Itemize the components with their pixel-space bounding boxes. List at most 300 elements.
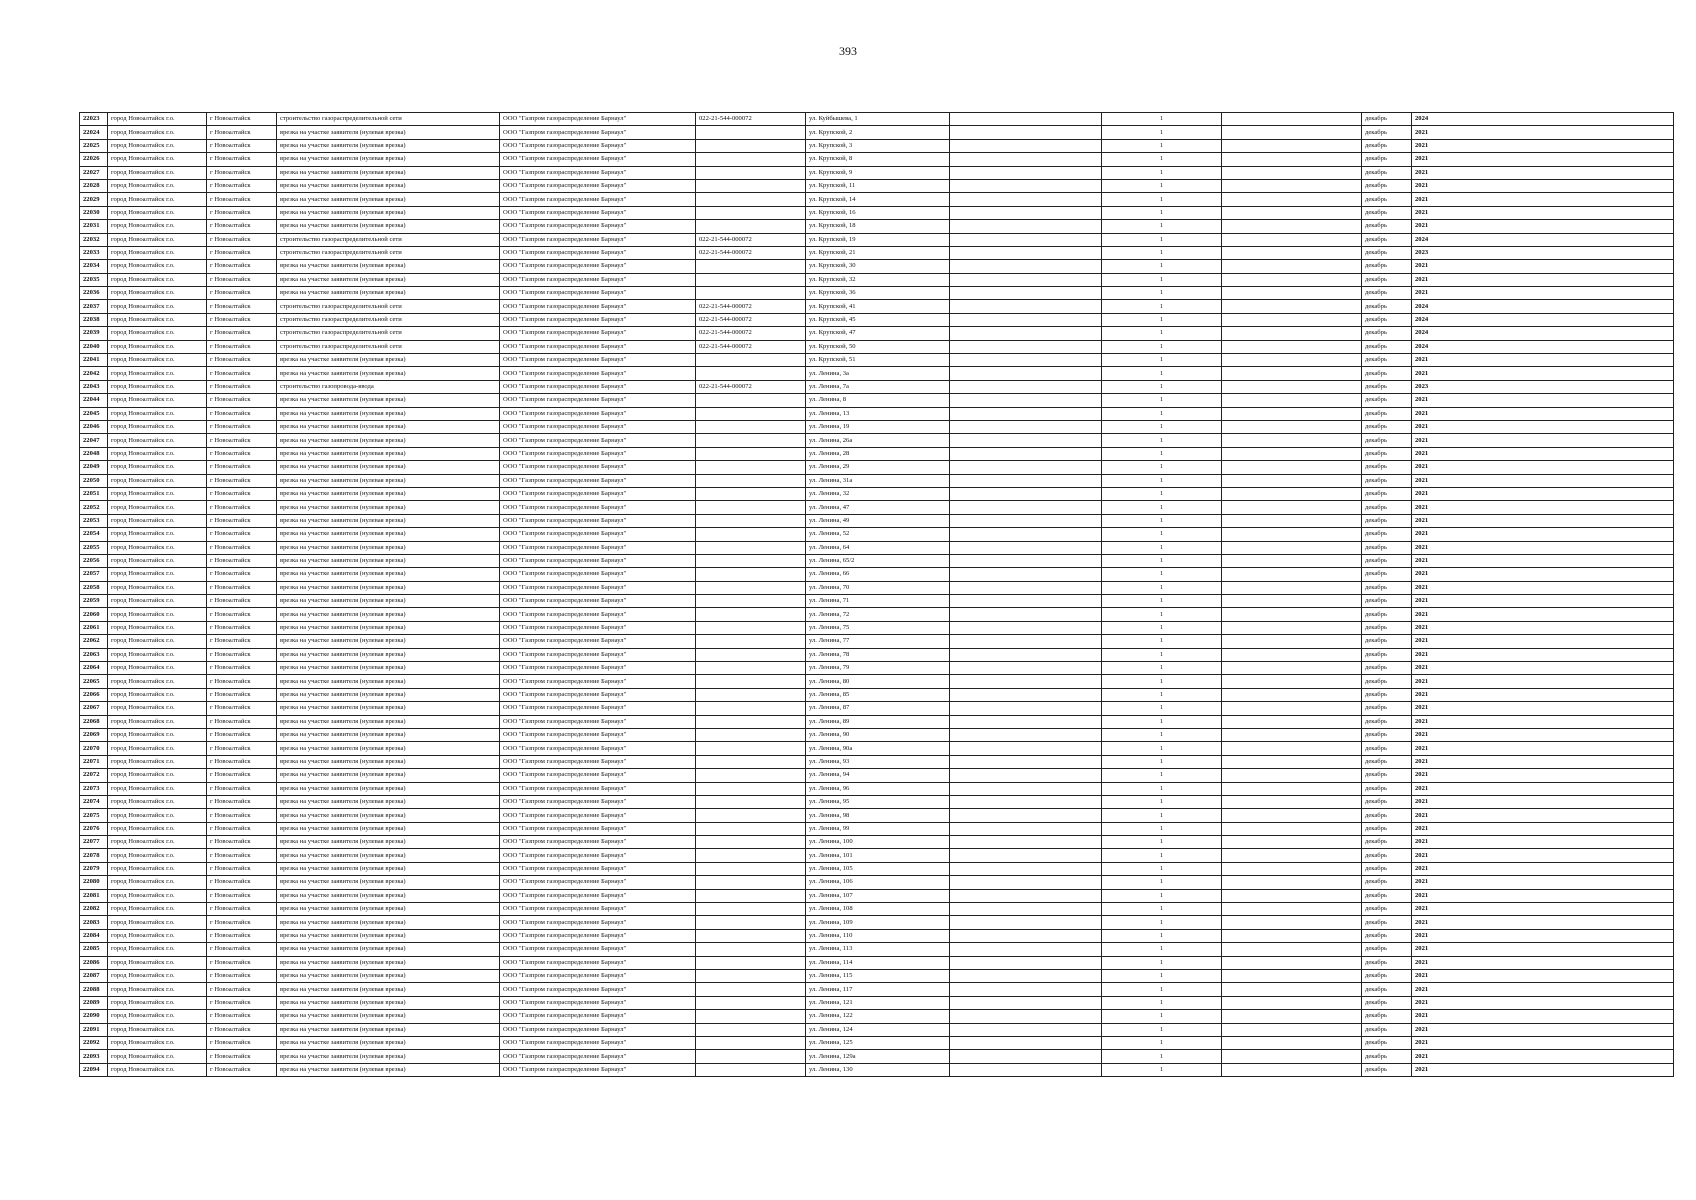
table-row <box>80 648 1674 661</box>
work-type-cell: врезка на участке заявителя (нулевая врезка) <box>277 220 500 233</box>
work-type-cell: врезка на участке заявителя (нулевая врезка) <box>277 621 500 634</box>
work-type-cell: врезка на участке заявителя (нулевая врезка) <box>277 394 500 407</box>
municipality-cell: город Новоалтайск г.о. <box>108 862 207 875</box>
address-cell: ул. Ленина, 47 <box>806 501 950 514</box>
quantity-cell: 1 <box>1102 635 1222 648</box>
municipality-cell: город Новоалтайск г.о. <box>108 367 207 380</box>
year-cell: 2021 <box>1412 541 1674 554</box>
organization-cell: ООО "Газпром газораспределение Барнаул" <box>500 862 696 875</box>
organization-cell: ООО "Газпром газораспределение Барнаул" <box>500 554 696 567</box>
organization-cell: ООО "Газпром газораспределение Барнаул" <box>500 434 696 447</box>
address-cell: ул. Ленина, 93 <box>806 755 950 768</box>
settlement-cell: г Новоалтайск <box>207 916 277 929</box>
municipality-cell: город Новоалтайск г.о. <box>108 996 207 1009</box>
blank-column-a-cell <box>950 179 1102 192</box>
municipality-cell: город Новоалтайск г.о. <box>108 1023 207 1036</box>
quantity-cell: 1 <box>1102 595 1222 608</box>
table-row <box>80 447 1674 460</box>
quantity-cell: 1 <box>1102 903 1222 916</box>
quantity-cell: 1 <box>1102 970 1222 983</box>
address-cell: ул. Крупской, 16 <box>806 206 950 219</box>
year-cell: 2021 <box>1412 849 1674 862</box>
address-cell: ул. Крупской, 47 <box>806 327 950 340</box>
table-row <box>80 528 1674 541</box>
project-code-cell: 022-21-544-000072 <box>696 313 806 326</box>
address-cell: ул. Ленина, 65/2 <box>806 554 950 567</box>
quantity-cell: 1 <box>1102 514 1222 527</box>
address-cell: ул. Ленина, 77 <box>806 635 950 648</box>
blank-column-b-cell <box>1222 903 1362 916</box>
settlement-cell: г Новоалтайск <box>207 461 277 474</box>
table-row <box>80 862 1674 875</box>
month-cell: декабрь <box>1362 313 1412 326</box>
municipality-cell: город Новоалтайск г.о. <box>108 849 207 862</box>
work-type-cell: врезка на участке заявителя (нулевая врезка) <box>277 407 500 420</box>
project-code-cell <box>696 795 806 808</box>
settlement-cell: г Новоалтайск <box>207 541 277 554</box>
year-cell: 2021 <box>1412 554 1674 567</box>
project-code-cell <box>696 876 806 889</box>
work-type-cell: врезка на участке заявителя (нулевая врезка) <box>277 1063 500 1076</box>
municipality-cell: город Новоалтайск г.о. <box>108 273 207 286</box>
month-cell: декабрь <box>1362 394 1412 407</box>
project-code-cell <box>696 514 806 527</box>
quantity-cell: 1 <box>1102 380 1222 393</box>
organization-cell: ООО "Газпром газораспределение Барнаул" <box>500 595 696 608</box>
organization-cell: ООО "Газпром газораспределение Барнаул" <box>500 528 696 541</box>
quantity-cell: 1 <box>1102 407 1222 420</box>
project-code-cell <box>696 461 806 474</box>
work-type-cell: врезка на участке заявителя (нулевая врезка) <box>277 1036 500 1049</box>
blank-column-a-cell <box>950 260 1102 273</box>
quantity-cell: 1 <box>1102 568 1222 581</box>
blank-column-a-cell <box>950 287 1102 300</box>
record-id-cell: 22092 <box>80 1036 108 1049</box>
quantity-cell: 1 <box>1102 1010 1222 1023</box>
municipality-cell: город Новоалтайск г.о. <box>108 193 207 206</box>
blank-column-b-cell <box>1222 568 1362 581</box>
table-row <box>80 970 1674 983</box>
blank-column-b-cell <box>1222 702 1362 715</box>
blank-column-b-cell <box>1222 273 1362 286</box>
project-code-cell <box>696 354 806 367</box>
record-id-cell: 22027 <box>80 166 108 179</box>
table-row <box>80 206 1674 219</box>
work-type-cell: врезка на участке заявителя (нулевая врезка) <box>277 273 500 286</box>
work-type-cell: врезка на участке заявителя (нулевая врезка) <box>277 755 500 768</box>
project-code-cell <box>696 420 806 433</box>
address-cell: ул. Ленина, 80 <box>806 675 950 688</box>
municipality-cell: город Новоалтайск г.о. <box>108 769 207 782</box>
organization-cell: ООО "Газпром газораспределение Барнаул" <box>500 621 696 634</box>
blank-column-b-cell <box>1222 595 1362 608</box>
blank-column-a-cell <box>950 916 1102 929</box>
municipality-cell: город Новоалтайск г.о. <box>108 434 207 447</box>
settlement-cell: г Новоалтайск <box>207 889 277 902</box>
year-cell: 2024 <box>1412 327 1674 340</box>
address-cell: ул. Крупской, 11 <box>806 179 950 192</box>
municipality-cell: город Новоалтайск г.о. <box>108 420 207 433</box>
month-cell: декабрь <box>1362 728 1412 741</box>
project-code-cell <box>696 943 806 956</box>
year-cell: 2021 <box>1412 728 1674 741</box>
address-cell: ул. Ленина, 72 <box>806 608 950 621</box>
settlement-cell: г Новоалтайск <box>207 943 277 956</box>
project-code-cell <box>696 139 806 152</box>
table-row <box>80 916 1674 929</box>
month-cell: декабрь <box>1362 568 1412 581</box>
quantity-cell: 1 <box>1102 126 1222 139</box>
month-cell: декабрь <box>1362 648 1412 661</box>
record-id-cell: 22059 <box>80 595 108 608</box>
work-type-cell: врезка на участке заявителя (нулевая врезка) <box>277 568 500 581</box>
project-code-cell <box>696 755 806 768</box>
work-type-cell: врезка на участке заявителя (нулевая врезка) <box>277 943 500 956</box>
table-row <box>80 313 1674 326</box>
blank-column-a-cell <box>950 648 1102 661</box>
year-cell: 2021 <box>1412 742 1674 755</box>
settlement-cell: г Новоалтайск <box>207 688 277 701</box>
work-type-cell: врезка на участке заявителя (нулевая врезка) <box>277 769 500 782</box>
organization-cell: ООО "Газпром газораспределение Барнаул" <box>500 675 696 688</box>
quantity-cell: 1 <box>1102 1036 1222 1049</box>
quantity-cell: 1 <box>1102 206 1222 219</box>
work-type-cell: врезка на участке заявителя (нулевая врезка) <box>277 595 500 608</box>
table-row <box>80 688 1674 701</box>
year-cell: 2021 <box>1412 1010 1674 1023</box>
month-cell: декабрь <box>1362 420 1412 433</box>
project-code-cell <box>696 407 806 420</box>
settlement-cell: г Новоалтайск <box>207 956 277 969</box>
organization-cell: ООО "Газпром газораспределение Барнаул" <box>500 755 696 768</box>
municipality-cell: город Новоалтайск г.о. <box>108 206 207 219</box>
year-cell: 2021 <box>1412 608 1674 621</box>
organization-cell: ООО "Газпром газораспределение Барнаул" <box>500 795 696 808</box>
organization-cell: ООО "Газпром газораспределение Барнаул" <box>500 889 696 902</box>
settlement-cell: г Новоалтайск <box>207 728 277 741</box>
month-cell: декабрь <box>1362 113 1412 126</box>
address-cell: ул. Ленина, 87 <box>806 702 950 715</box>
record-id-cell: 22046 <box>80 420 108 433</box>
settlement-cell: г Новоалтайск <box>207 702 277 715</box>
record-id-cell: 22081 <box>80 889 108 902</box>
address-cell: ул. Крупской, 30 <box>806 260 950 273</box>
work-type-cell: врезка на участке заявителя (нулевая врезка) <box>277 849 500 862</box>
quantity-cell: 1 <box>1102 675 1222 688</box>
month-cell: декабрь <box>1362 541 1412 554</box>
project-code-cell <box>696 675 806 688</box>
settlement-cell: г Новоалтайск <box>207 233 277 246</box>
quantity-cell: 1 <box>1102 916 1222 929</box>
work-type-cell: врезка на участке заявителя (нулевая врезка) <box>277 648 500 661</box>
blank-column-b-cell <box>1222 139 1362 152</box>
municipality-cell: город Новоалтайск г.о. <box>108 983 207 996</box>
settlement-cell: г Новоалтайск <box>207 420 277 433</box>
blank-column-a-cell <box>950 126 1102 139</box>
blank-column-b-cell <box>1222 434 1362 447</box>
address-cell: ул. Ленина, 124 <box>806 1023 950 1036</box>
blank-column-b-cell <box>1222 447 1362 460</box>
quantity-cell: 1 <box>1102 809 1222 822</box>
organization-cell: ООО "Газпром газораспределение Барнаул" <box>500 996 696 1009</box>
quantity-cell: 1 <box>1102 461 1222 474</box>
table-row <box>80 1036 1674 1049</box>
blank-column-b-cell <box>1222 728 1362 741</box>
month-cell: декабрь <box>1362 153 1412 166</box>
record-id-cell: 22044 <box>80 394 108 407</box>
municipality-cell: город Новоалтайск г.о. <box>108 354 207 367</box>
year-cell: 2021 <box>1412 354 1674 367</box>
municipality-cell: город Новоалтайск г.о. <box>108 220 207 233</box>
work-type-cell: врезка на участке заявителя (нулевая врезка) <box>277 836 500 849</box>
municipality-cell: город Новоалтайск г.о. <box>108 916 207 929</box>
blank-column-a-cell <box>950 1063 1102 1076</box>
year-cell: 2021 <box>1412 474 1674 487</box>
organization-cell: ООО "Газпром газораспределение Барнаул" <box>500 849 696 862</box>
blank-column-b-cell <box>1222 501 1362 514</box>
organization-cell: ООО "Газпром газораспределение Барнаул" <box>500 1023 696 1036</box>
project-code-cell: 022-21-544-000072 <box>696 113 806 126</box>
month-cell: декабрь <box>1362 662 1412 675</box>
record-id-cell: 22091 <box>80 1023 108 1036</box>
work-type-cell: врезка на участке заявителя (нулевая врезка) <box>277 367 500 380</box>
address-cell: ул. Ленина, 64 <box>806 541 950 554</box>
quantity-cell: 1 <box>1102 420 1222 433</box>
record-id-cell: 22058 <box>80 581 108 594</box>
project-code-cell <box>696 287 806 300</box>
table-row <box>80 287 1674 300</box>
municipality-cell: город Новоалтайск г.о. <box>108 728 207 741</box>
year-cell: 2024 <box>1412 233 1674 246</box>
blank-column-b-cell <box>1222 166 1362 179</box>
work-type-cell: врезка на участке заявителя (нулевая врезка) <box>277 179 500 192</box>
record-id-cell: 22048 <box>80 447 108 460</box>
month-cell: декабрь <box>1362 340 1412 353</box>
blank-column-b-cell <box>1222 1063 1362 1076</box>
year-cell: 2021 <box>1412 447 1674 460</box>
organization-cell: ООО "Газпром газораспределение Барнаул" <box>500 1050 696 1063</box>
project-code-cell <box>696 662 806 675</box>
table-row <box>80 260 1674 273</box>
settlement-cell: г Новоалтайск <box>207 474 277 487</box>
table-row <box>80 889 1674 902</box>
table-row <box>80 715 1674 728</box>
record-id-cell: 22035 <box>80 273 108 286</box>
table-row <box>80 769 1674 782</box>
municipality-cell: город Новоалтайск г.о. <box>108 956 207 969</box>
table-row <box>80 327 1674 340</box>
blank-column-a-cell <box>950 354 1102 367</box>
project-code-cell <box>696 782 806 795</box>
project-code-cell <box>696 220 806 233</box>
settlement-cell: г Новоалтайск <box>207 514 277 527</box>
address-cell: ул. Ленина, 109 <box>806 916 950 929</box>
year-cell: 2024 <box>1412 313 1674 326</box>
municipality-cell: город Новоалтайск г.о. <box>108 970 207 983</box>
blank-column-b-cell <box>1222 996 1362 1009</box>
blank-column-a-cell <box>950 702 1102 715</box>
blank-column-a-cell <box>950 340 1102 353</box>
address-cell: ул. Ленина, 113 <box>806 943 950 956</box>
table-row <box>80 273 1674 286</box>
settlement-cell: г Новоалтайск <box>207 1063 277 1076</box>
year-cell: 2021 <box>1412 983 1674 996</box>
project-code-cell <box>696 1010 806 1023</box>
project-code-cell <box>696 474 806 487</box>
blank-column-b-cell <box>1222 742 1362 755</box>
municipality-cell: город Новоалтайск г.о. <box>108 514 207 527</box>
blank-column-b-cell <box>1222 956 1362 969</box>
blank-column-a-cell <box>950 407 1102 420</box>
page-number: 393 <box>839 44 857 58</box>
record-id-cell: 22056 <box>80 554 108 567</box>
record-id-cell: 22024 <box>80 126 108 139</box>
blank-column-b-cell <box>1222 514 1362 527</box>
organization-cell: ООО "Газпром газораспределение Барнаул" <box>500 648 696 661</box>
record-id-cell: 22093 <box>80 1050 108 1063</box>
blank-column-a-cell <box>950 929 1102 942</box>
organization-cell: ООО "Газпром газораспределение Барнаул" <box>500 929 696 942</box>
blank-column-a-cell <box>950 394 1102 407</box>
quantity-cell: 1 <box>1102 233 1222 246</box>
record-id-cell: 22074 <box>80 795 108 808</box>
settlement-cell: г Новоалтайск <box>207 434 277 447</box>
table-row <box>80 755 1674 768</box>
project-code-cell <box>696 501 806 514</box>
work-type-cell: врезка на участке заявителя (нулевая врезка) <box>277 742 500 755</box>
blank-column-b-cell <box>1222 420 1362 433</box>
work-type-cell: врезка на участке заявителя (нулевая врезка) <box>277 983 500 996</box>
work-type-cell: врезка на участке заявителя (нулевая врезка) <box>277 554 500 567</box>
year-cell: 2021 <box>1412 996 1674 1009</box>
blank-column-b-cell <box>1222 662 1362 675</box>
year-cell: 2021 <box>1412 1050 1674 1063</box>
month-cell: декабрь <box>1362 755 1412 768</box>
year-cell: 2021 <box>1412 487 1674 500</box>
work-type-cell: врезка на участке заявителя (нулевая врезка) <box>277 139 500 152</box>
project-code-cell <box>696 903 806 916</box>
table-row <box>80 246 1674 259</box>
month-cell: декабрь <box>1362 246 1412 259</box>
work-type-cell: строительство газораспределительной сети <box>277 113 500 126</box>
year-cell: 2021 <box>1412 1063 1674 1076</box>
year-cell: 2021 <box>1412 970 1674 983</box>
settlement-cell: г Новоалтайск <box>207 862 277 875</box>
quantity-cell: 1 <box>1102 795 1222 808</box>
project-code-cell <box>696 568 806 581</box>
project-code-cell: 022-21-544-000072 <box>696 380 806 393</box>
register-table-body <box>80 113 1674 1077</box>
record-id-cell: 22052 <box>80 501 108 514</box>
work-type-cell: врезка на участке заявителя (нулевая врезка) <box>277 688 500 701</box>
address-cell: ул. Ленина, 90 <box>806 728 950 741</box>
organization-cell: ООО "Газпром газораспределение Барнаул" <box>500 541 696 554</box>
year-cell: 2021 <box>1412 1036 1674 1049</box>
settlement-cell: г Новоалтайск <box>207 153 277 166</box>
project-code-cell <box>696 635 806 648</box>
blank-column-b-cell <box>1222 461 1362 474</box>
year-cell: 2021 <box>1412 635 1674 648</box>
blank-column-a-cell <box>950 193 1102 206</box>
work-type-cell: врезка на участке заявителя (нулевая врезка) <box>277 635 500 648</box>
month-cell: декабрь <box>1362 688 1412 701</box>
month-cell: декабрь <box>1362 675 1412 688</box>
blank-column-a-cell <box>950 970 1102 983</box>
settlement-cell: г Новоалтайск <box>207 876 277 889</box>
record-id-cell: 22082 <box>80 903 108 916</box>
table-row <box>80 380 1674 393</box>
project-code-cell <box>696 822 806 835</box>
organization-cell: ООО "Газпром газораспределение Барнаул" <box>500 220 696 233</box>
table-row <box>80 1010 1674 1023</box>
work-type-cell: врезка на участке заявителя (нулевая врезка) <box>277 287 500 300</box>
organization-cell: ООО "Газпром газораспределение Барнаул" <box>500 635 696 648</box>
month-cell: декабрь <box>1362 1063 1412 1076</box>
work-type-cell: строительство газораспределительной сети <box>277 340 500 353</box>
blank-column-b-cell <box>1222 943 1362 956</box>
year-cell: 2021 <box>1412 782 1674 795</box>
municipality-cell: город Новоалтайск г.о. <box>108 943 207 956</box>
work-type-cell: врезка на участке заявителя (нулевая врезка) <box>277 193 500 206</box>
settlement-cell: г Новоалтайск <box>207 354 277 367</box>
project-code-cell <box>696 916 806 929</box>
address-cell: ул. Ленина, 78 <box>806 648 950 661</box>
month-cell: декабрь <box>1362 782 1412 795</box>
year-cell: 2024 <box>1412 113 1674 126</box>
settlement-cell: г Новоалтайск <box>207 206 277 219</box>
month-cell: декабрь <box>1362 929 1412 942</box>
organization-cell: ООО "Газпром газораспределение Барнаул" <box>500 1010 696 1023</box>
municipality-cell: город Новоалтайск г.о. <box>108 1050 207 1063</box>
blank-column-b-cell <box>1222 983 1362 996</box>
month-cell: декабрь <box>1362 702 1412 715</box>
municipality-cell: город Новоалтайск г.о. <box>108 702 207 715</box>
address-cell: ул. Ленина, 3а <box>806 367 950 380</box>
work-type-cell: врезка на участке заявителя (нулевая врезка) <box>277 126 500 139</box>
record-id-cell: 22094 <box>80 1063 108 1076</box>
municipality-cell: город Новоалтайск г.о. <box>108 715 207 728</box>
blank-column-b-cell <box>1222 769 1362 782</box>
year-cell: 2021 <box>1412 501 1674 514</box>
blank-column-a-cell <box>950 769 1102 782</box>
quantity-cell: 1 <box>1102 929 1222 942</box>
blank-column-a-cell <box>950 554 1102 567</box>
blank-column-a-cell <box>950 220 1102 233</box>
address-cell: ул. Крупской, 8 <box>806 153 950 166</box>
project-code-cell <box>696 996 806 1009</box>
month-cell: декабрь <box>1362 220 1412 233</box>
address-cell: ул. Ленина, 95 <box>806 795 950 808</box>
organization-cell: ООО "Газпром газораспределение Барнаул" <box>500 273 696 286</box>
settlement-cell: г Новоалтайск <box>207 273 277 286</box>
project-code-cell <box>696 367 806 380</box>
address-cell: ул. Ленина, 52 <box>806 528 950 541</box>
work-type-cell: врезка на участке заявителя (нулевая врезка) <box>277 153 500 166</box>
year-cell: 2021 <box>1412 595 1674 608</box>
record-id-cell: 22036 <box>80 287 108 300</box>
organization-cell: ООО "Газпром газораспределение Барнаул" <box>500 166 696 179</box>
blank-column-b-cell <box>1222 354 1362 367</box>
year-cell: 2021 <box>1412 126 1674 139</box>
organization-cell: ООО "Газпром газораспределение Барнаул" <box>500 742 696 755</box>
blank-column-a-cell <box>950 246 1102 259</box>
quantity-cell: 1 <box>1102 1023 1222 1036</box>
blank-column-b-cell <box>1222 541 1362 554</box>
work-type-cell: строительство газопровода-ввода <box>277 380 500 393</box>
record-id-cell: 22086 <box>80 956 108 969</box>
table-row <box>80 782 1674 795</box>
table-row <box>80 595 1674 608</box>
